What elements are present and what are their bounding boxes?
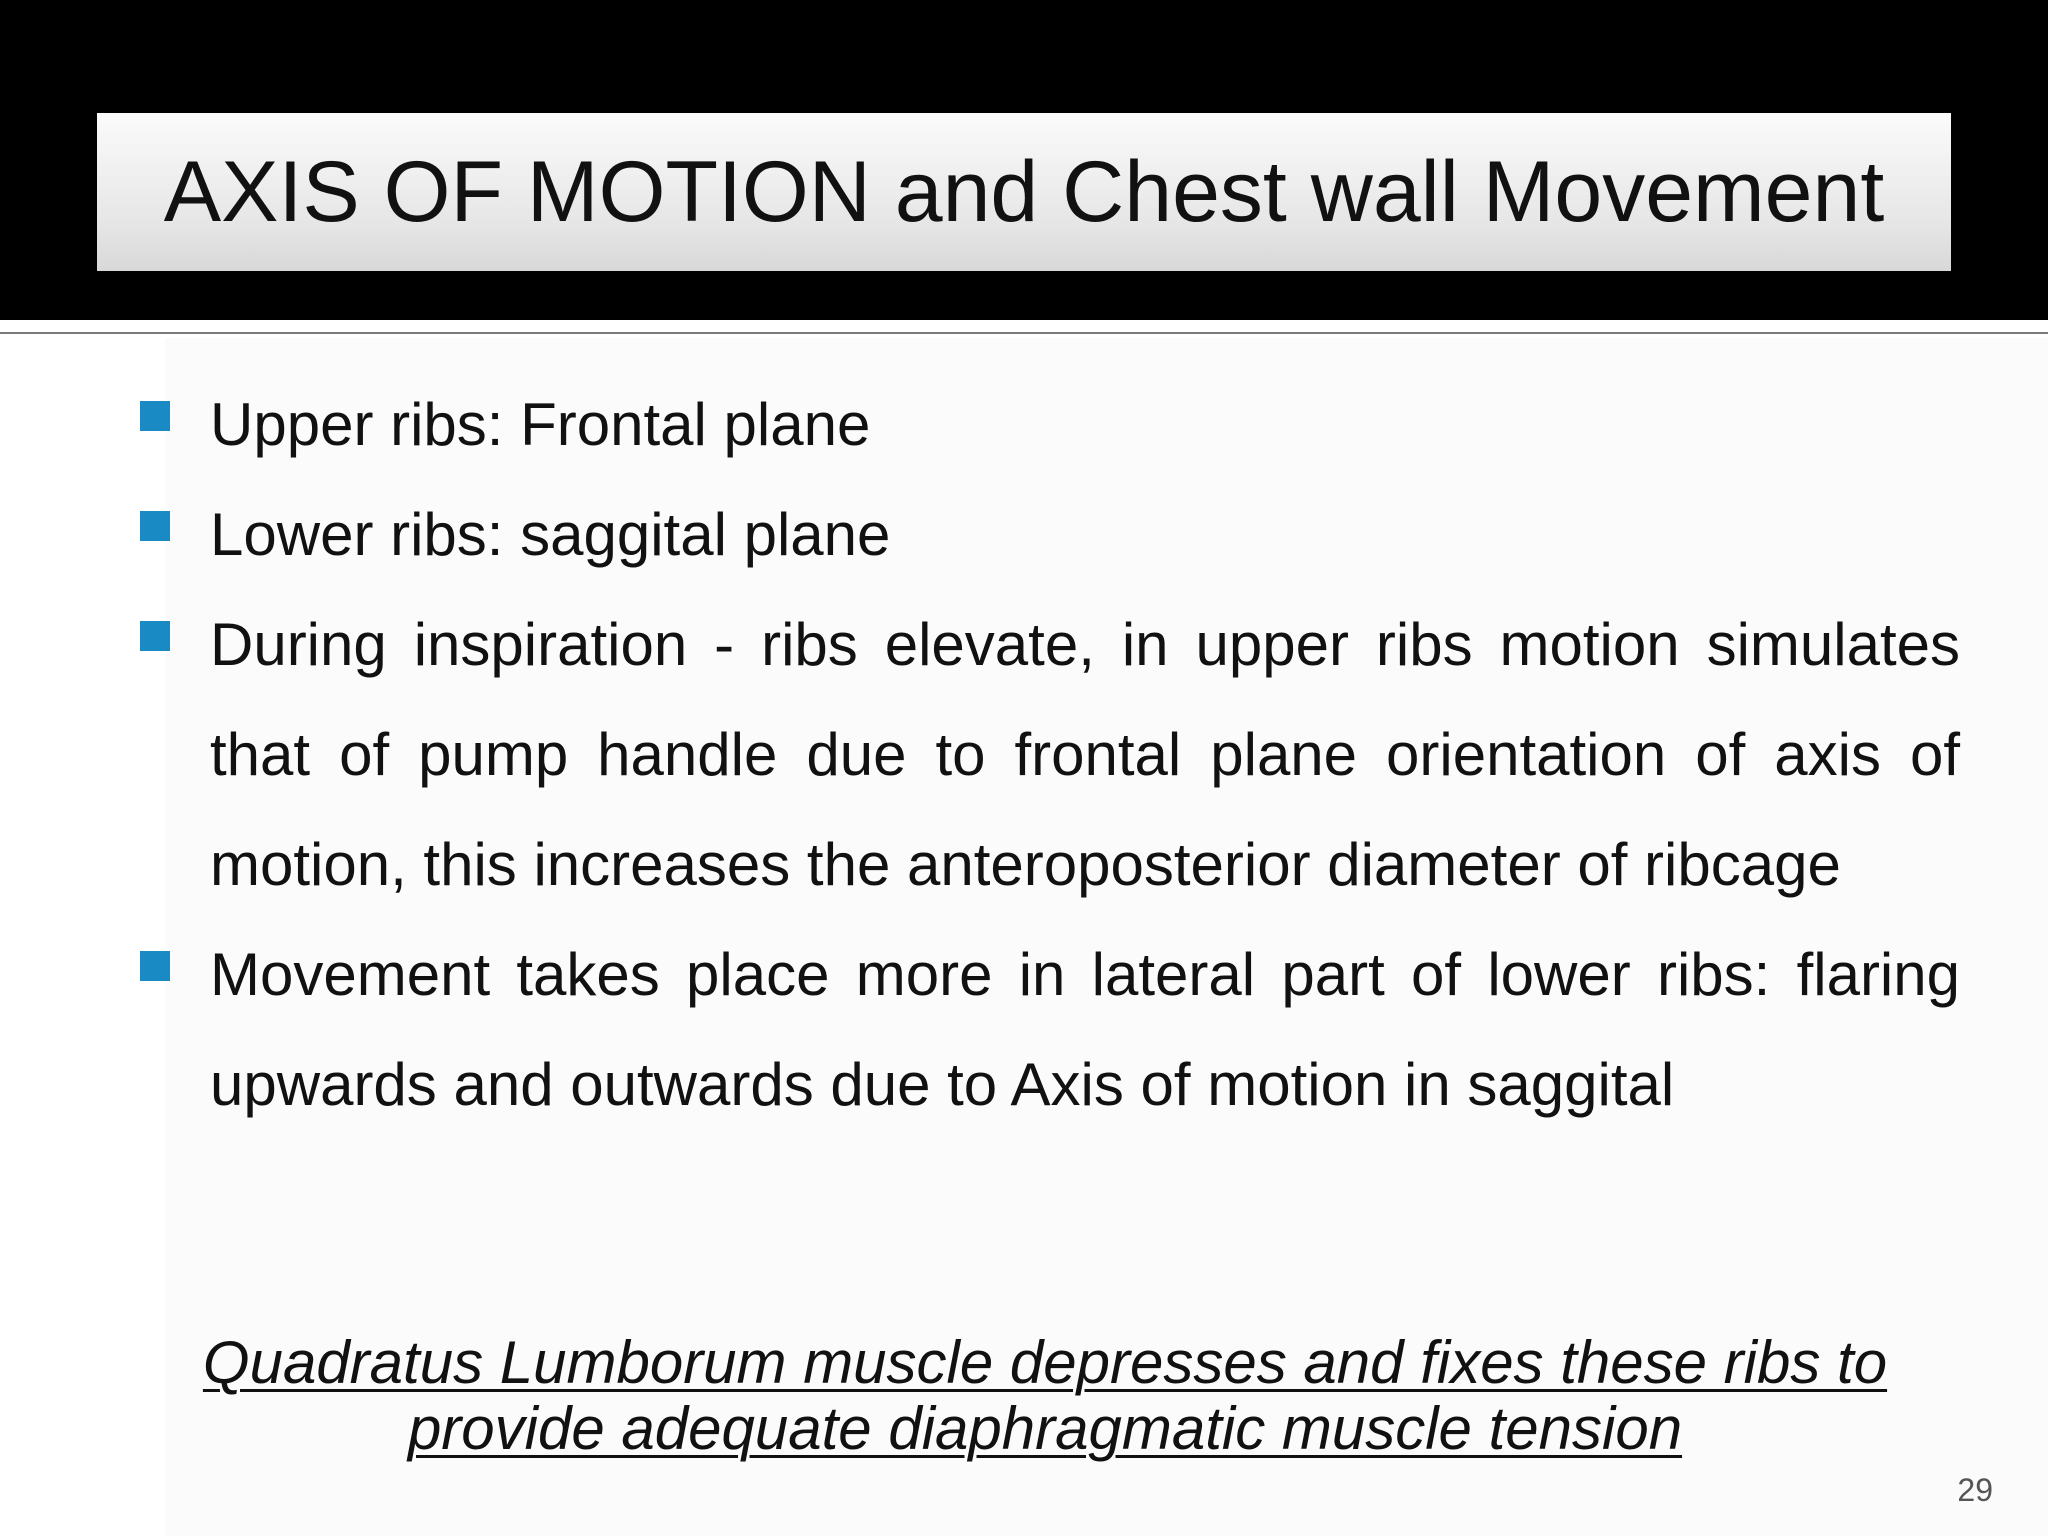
bullet-item — [140, 590, 1960, 920]
bullet-item — [140, 920, 1960, 1140]
bullet-text: During inspiration - ribs elevate, in upper ribs motion simulates that of pump handle due to frontal plane orientation of axis of motion, this increases the anteroposterior diameter of ribcage — [210, 611, 1960, 898]
emphasis-note: Quadratus Lumborum muscle depresses and fixes these ribs to provide adequate diaphragmatic muscle tension — [202, 1329, 1888, 1462]
header-divider — [0, 332, 2048, 334]
bullet-item — [140, 480, 1960, 590]
bullet-text: Lower ribs: saggital plane — [210, 501, 891, 568]
square-bullet-icon — [140, 951, 170, 981]
square-bullet-icon — [140, 621, 170, 651]
bullet-list — [140, 370, 1960, 1140]
title-box — [97, 113, 1951, 271]
bullet-item — [140, 370, 1960, 480]
page-number: 29 — [1957, 1472, 1993, 1508]
square-bullet-icon — [140, 401, 170, 431]
bullet-text: Movement takes place more in lateral part of lower ribs: flaring upwards and outwards due to Axis of motion in saggital — [210, 941, 1960, 1118]
square-bullet-icon — [140, 511, 170, 541]
bullet-text: Upper ribs: Frontal plane — [210, 391, 871, 458]
slide-title: AXIS OF MOTION and Chest wall Movement — [163, 143, 1885, 240]
